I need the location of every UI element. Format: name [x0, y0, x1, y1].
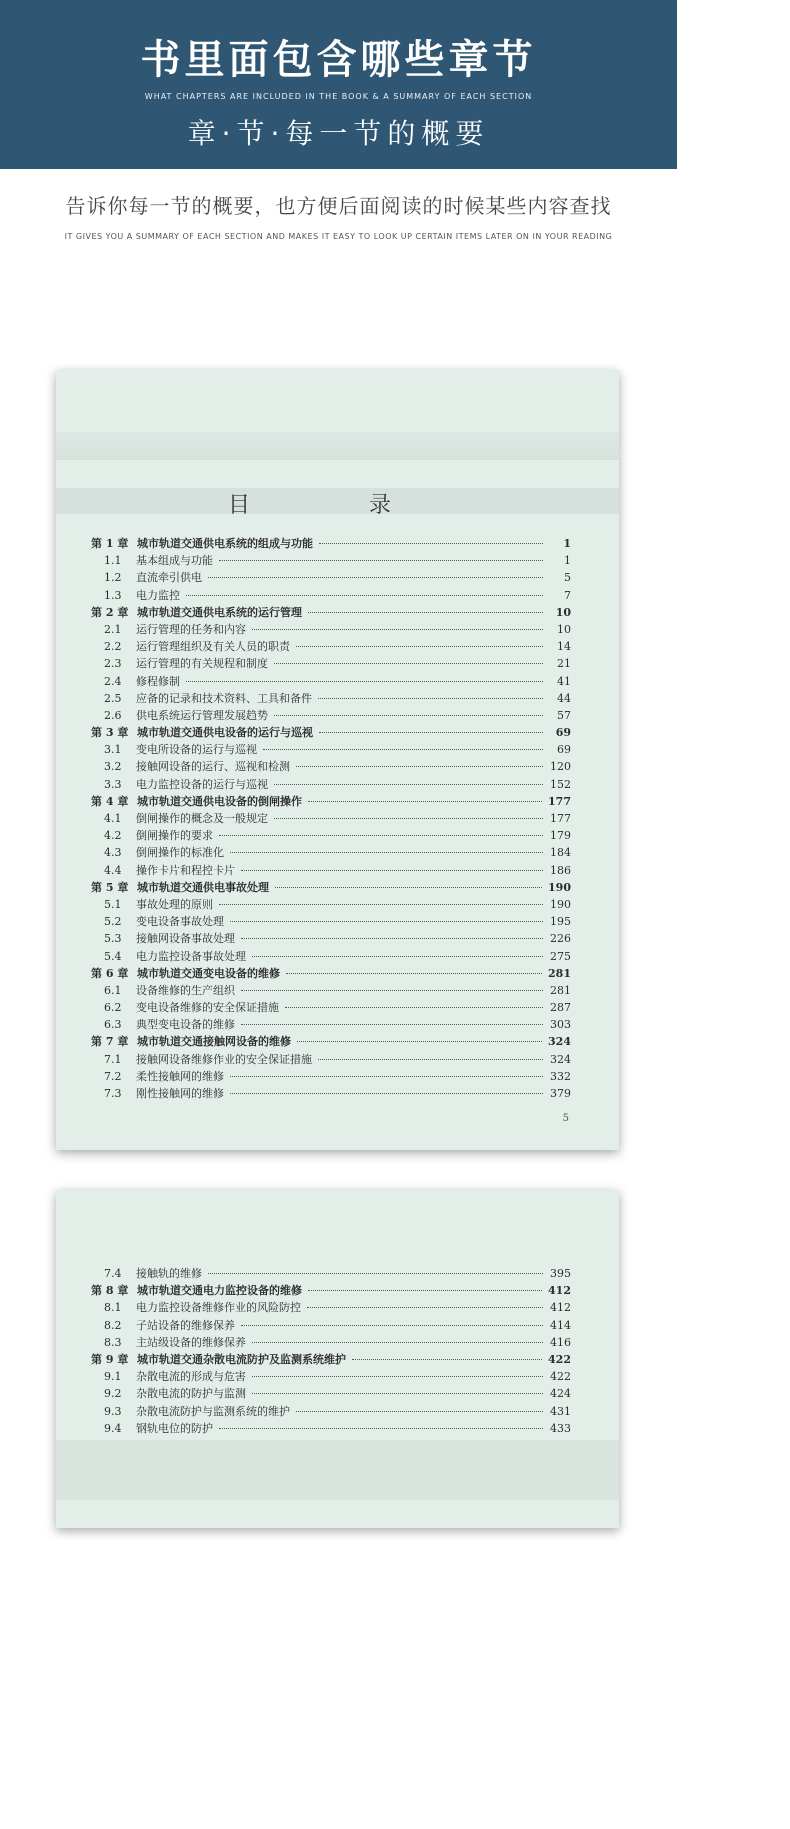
toc-chapter-entry: [56, 879, 619, 896]
leader-dots: [241, 1325, 543, 1326]
entry-title: 杂散电流的防护与监测: [136, 1387, 246, 1401]
entry-title: 接触网设备事故处理: [136, 932, 235, 946]
leader-dots: [319, 732, 543, 733]
entry-page-number: 303: [550, 1018, 571, 1032]
entry-title: 城市轨道交通接触网设备的维修: [137, 1035, 291, 1049]
toc-section-entry: [56, 741, 619, 758]
entry-page-number: 1: [563, 537, 571, 550]
leader-dots: [241, 1024, 543, 1025]
toc-section-entry: [56, 999, 619, 1016]
entry-number: 9.3: [104, 1404, 122, 1418]
toc-section-entry: [56, 552, 619, 569]
toc-section-entry: [56, 690, 619, 707]
toc-section-entry: [56, 1085, 619, 1102]
entry-title: 城市轨道交通供电系统的运行管理: [137, 605, 302, 619]
toc-section-entry: [56, 1368, 619, 1385]
entry-number: 2.1: [104, 622, 122, 636]
entry-page-number: 424: [550, 1387, 571, 1401]
entry-title: 杂散电流的形成与危害: [136, 1370, 246, 1384]
toc-section-entry: [56, 930, 619, 947]
toc-chapter-entry: [56, 724, 619, 741]
toc-section-entry: [56, 621, 619, 638]
leader-dots: [230, 1093, 543, 1094]
entry-number: 8.2: [104, 1318, 122, 1332]
entry-number: 4.2: [104, 829, 122, 843]
page-number: 5: [562, 1113, 569, 1124]
toc-section-entry: [56, 758, 619, 775]
entry-number: 2.2: [104, 640, 122, 654]
leader-dots: [352, 1359, 542, 1360]
entry-page-number: 332: [550, 1069, 571, 1083]
toc-section-entry: [56, 1051, 619, 1068]
leader-dots: [274, 818, 543, 819]
toc-page-photo-1: [56, 370, 619, 1150]
entry-title: 城市轨道交通供电事故处理: [137, 880, 269, 894]
entry-page-number: 324: [550, 1052, 571, 1066]
entry-number: 4.4: [104, 863, 122, 877]
toc-section-entry: [56, 1068, 619, 1085]
leader-dots: [274, 715, 543, 716]
entry-title: 基本组成与功能: [136, 554, 213, 568]
entry-page-number: 10: [555, 605, 571, 619]
leader-dots: [208, 577, 543, 578]
toc-section-entry: [56, 896, 619, 913]
entry-page-number: 412: [548, 1284, 571, 1298]
leader-dots: [318, 1059, 543, 1060]
entry-page-number: 275: [550, 949, 571, 963]
toc-section-entry: [56, 982, 619, 999]
leader-dots: [274, 663, 543, 664]
entry-number: 4.3: [104, 846, 122, 860]
entry-title: 电力监控设备维修作业的风险防控: [136, 1301, 301, 1315]
entry-page-number: 281: [550, 983, 571, 997]
entry-page-number: 5: [564, 571, 571, 585]
entry-title: 接触轨的维修: [136, 1267, 202, 1280]
entry-page-number: 177: [550, 812, 571, 825]
toc-chapter-entry: [56, 793, 619, 810]
entry-title: 刚性接触网的维修: [136, 1087, 224, 1100]
entry-title: 应备的记录和技术资料、工具和备件: [136, 691, 312, 705]
entry-title: 直流牵引供电: [136, 571, 202, 585]
entry-title: 运行管理的有关规程和制度: [136, 657, 268, 671]
entry-number: 第 6 章: [91, 966, 129, 980]
entry-title: 钢轨电位的防护: [136, 1421, 213, 1435]
leader-dots: [296, 1411, 543, 1412]
entry-number: 第 7 章: [91, 1035, 129, 1049]
entry-title: 倒闸操作的概念及一般规定: [136, 812, 268, 825]
entry-page-number: 186: [550, 863, 571, 877]
toc-section-entry: [56, 1317, 619, 1334]
toc-section-entry: [56, 1334, 619, 1351]
entry-page-number: 414: [550, 1318, 571, 1332]
toc-chapter-entry: [56, 965, 619, 982]
banner-subtitle-en: WHAT CHAPTERS ARE INCLUDED IN THE BOOK & A SUMMARY OF EACH SECTION: [144, 92, 533, 101]
leader-dots: [319, 543, 543, 544]
entry-title: 主站级设备的维修保养: [136, 1335, 246, 1349]
entry-title: 事故处理的原则: [136, 897, 213, 911]
entry-page-number: 195: [550, 915, 571, 929]
leader-dots: [308, 801, 542, 802]
banner-subtitle-cn: 章·节·每一节的概要: [187, 117, 490, 150]
toc-section-entry: [56, 913, 619, 930]
entry-number: 第 9 章: [91, 1352, 129, 1366]
entry-page-number: 120: [550, 760, 571, 774]
entry-title: 典型变电设备的维修: [136, 1018, 235, 1032]
entry-page-number: 281: [548, 966, 571, 980]
entry-title: 倒闸操作的标准化: [136, 846, 224, 860]
entry-page-number: 431: [550, 1404, 571, 1418]
leader-dots: [252, 956, 543, 957]
entry-page-number: 422: [548, 1352, 571, 1366]
toc-chapter-entry: [56, 1282, 619, 1299]
toc-section-entry: [56, 1403, 619, 1420]
entry-number: 6.2: [104, 1001, 122, 1015]
toc-section-entry: [56, 707, 619, 724]
entry-title: 柔性接触网的维修: [136, 1069, 224, 1083]
leader-dots: [318, 698, 543, 699]
entry-page-number: 69: [555, 726, 571, 740]
entry-number: 7.1: [104, 1052, 122, 1066]
bleed-through-text: [56, 432, 619, 460]
entry-page-number: 190: [550, 897, 571, 911]
entry-title: 城市轨道交通供电设备的运行与巡视: [137, 726, 313, 740]
leader-dots: [252, 629, 543, 630]
toc-section-entry: [56, 827, 619, 844]
leader-dots: [252, 1376, 543, 1377]
entry-number: 2.5: [104, 691, 122, 705]
toc-section-entry: [56, 1016, 619, 1033]
entry-page-number: 57: [557, 708, 571, 722]
leader-dots: [275, 887, 542, 888]
entry-page-number: 184: [550, 846, 571, 860]
entry-page-number: 44: [557, 691, 571, 705]
leader-dots: [297, 1041, 542, 1042]
entry-title: 变电设备事故处理: [136, 915, 224, 929]
toc-chapter-entry: [56, 1033, 619, 1050]
entry-page-number: 412: [550, 1301, 571, 1315]
entry-title: 城市轨道交通变电设备的维修: [137, 966, 280, 980]
entry-title: 修程修制: [136, 674, 180, 688]
entry-number: 5.3: [104, 932, 122, 946]
entry-number: 5.2: [104, 915, 122, 929]
toc-section-entry: [56, 1265, 619, 1282]
entry-title: 城市轨道交通电力监控设备的维修: [137, 1284, 302, 1298]
entry-title: 城市轨道交通杂散电流防护及监测系统维护: [137, 1352, 346, 1366]
toc-section-entry: [56, 638, 619, 655]
entry-page-number: 395: [550, 1267, 571, 1280]
entry-page-number: 433: [550, 1421, 571, 1435]
entry-title: 变电所设备的运行与巡视: [136, 743, 257, 757]
entry-number: 8.3: [104, 1335, 122, 1349]
entry-page-number: 379: [550, 1087, 571, 1100]
toc-section-entry: [56, 844, 619, 861]
toc-chapter-entry: [56, 535, 619, 552]
entry-page-number: 10: [557, 622, 571, 636]
entry-page-number: 1: [564, 554, 571, 568]
entry-number: 4.1: [104, 812, 122, 825]
entry-number: 9.1: [104, 1370, 122, 1384]
leader-dots: [219, 1428, 543, 1429]
leader-dots: [241, 938, 543, 939]
leader-dots: [241, 870, 543, 871]
toc-section-entry: [56, 655, 619, 672]
leader-dots: [241, 990, 543, 991]
entry-page-number: 324: [548, 1035, 571, 1049]
entry-page-number: 21: [557, 657, 571, 671]
leader-dots: [230, 852, 543, 853]
toc-section-entry: [56, 673, 619, 690]
bleed-through-text: [56, 1440, 619, 1500]
entry-number: 3.3: [104, 777, 122, 791]
toc-list: [56, 1265, 619, 1437]
entry-number: 第 5 章: [91, 880, 129, 894]
entry-number: 2.6: [104, 708, 122, 722]
entry-title: 供电系统运行管理发展趋势: [136, 708, 268, 722]
toc-section-entry: [56, 1420, 619, 1437]
entry-title: 电力监控: [136, 588, 180, 602]
entry-page-number: 177: [548, 794, 571, 808]
leader-dots: [308, 1290, 542, 1291]
header-banner: [0, 0, 677, 169]
leader-dots: [219, 560, 543, 561]
entry-number: 第 3 章: [91, 726, 129, 740]
leader-dots: [230, 921, 543, 922]
entry-title: 运行管理的任务和内容: [136, 622, 246, 636]
entry-title: 城市轨道交通供电系统的组成与功能: [137, 537, 313, 550]
leader-dots: [208, 1273, 543, 1274]
toc-section-entry: [56, 776, 619, 793]
entry-page-number: 422: [550, 1370, 571, 1384]
entry-number: 7.3: [104, 1087, 122, 1100]
entry-number: 7.4: [104, 1267, 122, 1280]
toc-chapter-entry: [56, 604, 619, 621]
leader-dots: [274, 784, 543, 785]
entry-title: 设备维修的生产组织: [136, 983, 235, 997]
banner-title: 书里面包含哪些章节: [140, 37, 537, 83]
entry-number: 5.4: [104, 949, 122, 963]
entry-title: 杂散电流防护与监测系统的维护: [136, 1404, 290, 1418]
entry-number: 7.2: [104, 1069, 122, 1083]
entry-number: 6.1: [104, 983, 122, 997]
leader-dots: [263, 749, 543, 750]
toc-chapter-entry: [56, 1351, 619, 1368]
toc-list: [56, 535, 619, 1102]
toc-heading: 目 录: [228, 493, 447, 518]
entry-page-number: 190: [548, 880, 571, 894]
entry-number: 5.1: [104, 897, 122, 911]
toc-section-entry: [56, 569, 619, 586]
leader-dots: [219, 835, 543, 836]
leader-dots: [296, 646, 543, 647]
leader-dots: [308, 612, 543, 613]
entry-number: 6.3: [104, 1018, 122, 1032]
entry-title: 电力监控设备事故处理: [136, 949, 246, 963]
entry-number: 8.1: [104, 1301, 122, 1315]
toc-section-entry: [56, 1299, 619, 1316]
entry-number: 1.2: [104, 571, 122, 585]
entry-number: 第 8 章: [91, 1284, 129, 1298]
intro-text: 告诉你每一节的概要，也方便后面阅读的时候某些内容查找: [65, 194, 612, 218]
entry-title: 接触网设备维修作业的安全保证措施: [136, 1052, 312, 1066]
entry-title: 子站设备的维修保养: [136, 1318, 235, 1332]
entry-page-number: 226: [550, 932, 571, 946]
entry-title: 城市轨道交通供电设备的倒闸操作: [137, 794, 302, 808]
toc-section-entry: [56, 587, 619, 604]
toc-page-photo-2: [56, 1190, 619, 1528]
leader-dots: [230, 1076, 543, 1077]
entry-page-number: 7: [564, 588, 571, 602]
entry-page-number: 179: [550, 829, 571, 843]
entry-title: 电力监控设备的运行与巡视: [136, 777, 268, 791]
leader-dots: [296, 766, 543, 767]
entry-number: 2.3: [104, 657, 122, 671]
entry-title: 操作卡片和程控卡片: [136, 863, 235, 877]
entry-page-number: 69: [557, 743, 571, 757]
leader-dots: [186, 595, 543, 596]
leader-dots: [186, 681, 543, 682]
entry-number: 第 1 章: [91, 537, 129, 550]
entry-number: 第 2 章: [91, 605, 129, 619]
entry-title: 接触网设备的运行、巡视和检测: [136, 760, 290, 774]
leader-dots: [219, 904, 543, 905]
entry-number: 1.3: [104, 588, 122, 602]
toc-section-entry: [56, 862, 619, 879]
toc-section-entry: [56, 810, 619, 827]
entry-number: 3.2: [104, 760, 122, 774]
intro-text-en: IT GIVES YOU A SUMMARY OF EACH SECTION AND MAKES IT EASY TO LOOK UP CERTAIN ITEMS LATER ON IN YOUR READING: [64, 232, 613, 241]
toc-section-entry: [56, 1385, 619, 1402]
leader-dots: [285, 1007, 543, 1008]
entry-title: 运行管理组织及有关人员的职责: [136, 640, 290, 654]
entry-title: 变电设备维修的安全保证措施: [136, 1001, 279, 1015]
entry-page-number: 14: [557, 640, 571, 654]
toc-section-entry: [56, 948, 619, 965]
entry-page-number: 416: [550, 1335, 571, 1349]
entry-number: 2.4: [104, 674, 122, 688]
entry-page-number: 152: [550, 777, 571, 791]
entry-page-number: 287: [550, 1001, 571, 1015]
entry-title: 倒闸操作的要求: [136, 829, 213, 843]
entry-number: 3.1: [104, 743, 122, 757]
entry-number: 9.4: [104, 1421, 122, 1435]
entry-page-number: 41: [557, 674, 571, 688]
leader-dots: [252, 1342, 543, 1343]
leader-dots: [252, 1393, 543, 1394]
leader-dots: [307, 1307, 543, 1308]
entry-number: 1.1: [104, 554, 122, 568]
leader-dots: [286, 973, 542, 974]
entry-number: 第 4 章: [91, 794, 129, 808]
entry-number: 9.2: [104, 1387, 122, 1401]
